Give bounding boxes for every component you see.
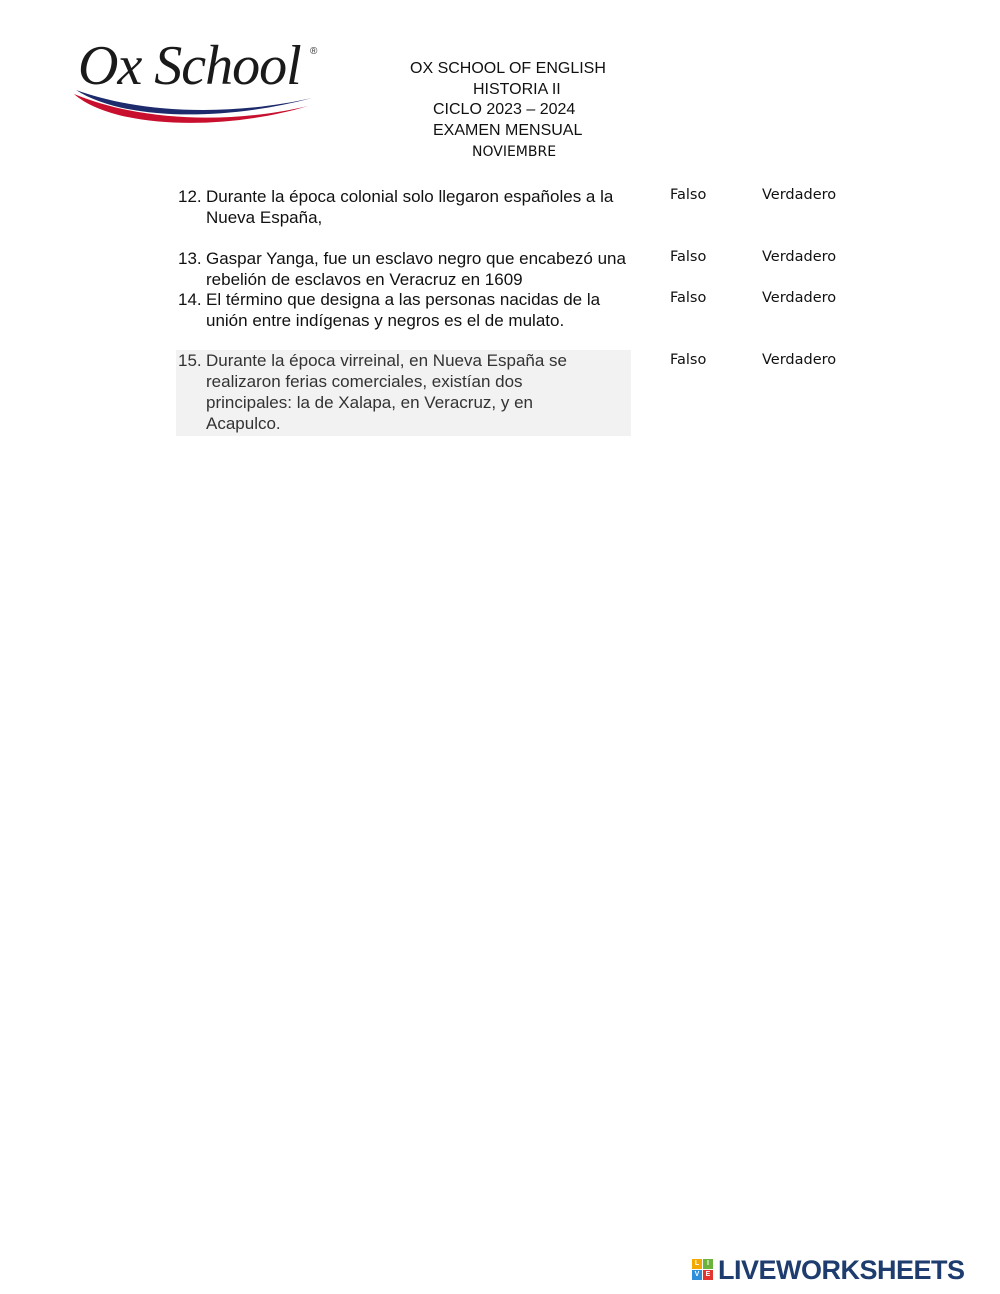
option-false[interactable]: Falso	[670, 187, 707, 203]
ox-school-logo	[72, 36, 328, 136]
option-false[interactable]: Falso	[670, 352, 707, 368]
exam-title: EXAMEN MENSUAL	[433, 122, 583, 139]
question-text: Gaspar Yanga, fue un esclavo negro que encabezó una rebelión de esclavos en Veracruz en 1609	[206, 249, 626, 289]
question-item	[176, 289, 631, 331]
subject-title: HISTORIA II	[473, 81, 561, 98]
question-text: El término que designa a las personas nacidas de la unión entre indígenas y negros es el de mulato.	[206, 290, 601, 330]
question-item	[176, 350, 631, 436]
exam-month: NOVIEMBRE	[472, 144, 557, 160]
question-item	[176, 248, 631, 290]
question-text: Durante la época colonial solo llegaron españoles a la Nueva España,	[206, 187, 614, 227]
option-false[interactable]: Falso	[670, 249, 707, 265]
option-false[interactable]: Falso	[670, 290, 707, 306]
school-name: OX SCHOOL OF ENGLISH	[410, 60, 606, 77]
logo-swoosh-icon	[72, 76, 328, 136]
liveworksheets-blocks-icon: L I V E	[692, 1259, 714, 1281]
option-true[interactable]: Verdadero	[762, 187, 837, 203]
logo-wordmark: Ox School	[78, 35, 301, 97]
registered-mark: ®	[310, 46, 318, 57]
question-number: 15.	[178, 351, 202, 370]
option-true[interactable]: Verdadero	[762, 290, 837, 306]
question-number: 12.	[178, 187, 202, 206]
question-number: 14.	[178, 290, 202, 309]
school-cycle: CICLO 2023 – 2024	[433, 101, 576, 118]
question-text: Durante la época virreinal, en Nueva España se realizaron ferias comerciales, existían dos principales: la de Xalapa, en Veracruz, y en Acapulco.	[206, 351, 567, 433]
option-true[interactable]: Verdadero	[762, 249, 837, 265]
question-number: 13.	[178, 249, 202, 268]
question-item	[176, 186, 631, 228]
option-true[interactable]: Verdadero	[762, 352, 837, 368]
liveworksheets-wordmark: LIVEWORKSHEETS	[718, 1255, 965, 1285]
